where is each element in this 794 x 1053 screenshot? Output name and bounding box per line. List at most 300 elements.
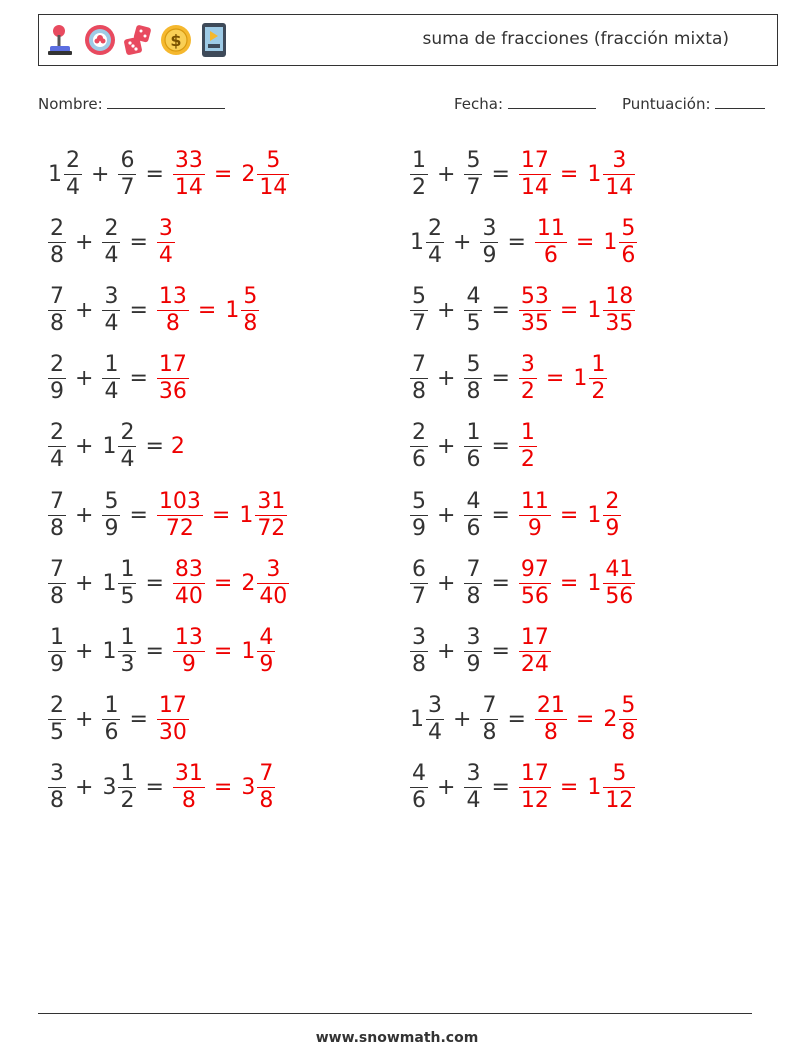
- answer-improper-denominator: 8: [173, 787, 205, 812]
- addend-b-fraction: [102, 215, 120, 268]
- answer-improper-numerator: 11: [520, 488, 549, 514]
- plus-sign: +: [75, 229, 94, 255]
- addend-b-denominator: 8: [466, 379, 481, 405]
- equals-sign: =: [211, 502, 231, 528]
- addend-a-fraction: [410, 354, 428, 403]
- answer-improper-fraction: [157, 283, 189, 336]
- footer-url: www.snowmath.com: [315, 1030, 479, 1046]
- answer-mixed-numerator: 5: [266, 147, 281, 173]
- answer-mixed-fraction: [603, 488, 621, 541]
- answer-mixed-fraction: [257, 763, 275, 812]
- addend-a-numerator: 1: [50, 624, 64, 650]
- addend-b-numerator: 7: [466, 556, 481, 582]
- answer-mixed-whole: 1: [587, 570, 602, 596]
- plus-sign: +: [75, 570, 94, 596]
- answer-mixed-denominator: 35: [605, 310, 634, 336]
- addend-a-denominator: 4: [428, 242, 442, 268]
- addend-b-fraction: [464, 354, 482, 403]
- plus-sign: +: [75, 366, 94, 392]
- addend-a-fraction: [48, 488, 66, 541]
- equals-sign: =: [575, 229, 595, 255]
- equals-sign: =: [129, 502, 148, 528]
- plus-sign: +: [437, 775, 456, 801]
- name-field[interactable]: [38, 94, 225, 113]
- answer-mixed-numerator: 2: [605, 488, 620, 514]
- addend-b-numerator: 1: [120, 761, 135, 787]
- addend-b-fraction: [480, 695, 498, 744]
- addend-a-numerator: 3: [50, 761, 64, 787]
- answer-improper-denominator: 2: [520, 379, 535, 405]
- answer-mixed-denominator: 8: [243, 310, 258, 336]
- answer-mixed-numerator: 31: [257, 488, 286, 514]
- score-blank[interactable]: [715, 94, 765, 109]
- problem-item: [408, 688, 639, 752]
- answer-improper-fraction: [519, 354, 537, 403]
- answer-improper-fraction: [519, 283, 551, 336]
- plus-sign: +: [75, 775, 94, 801]
- addend-a-numerator: 6: [412, 556, 426, 582]
- answer-mixed-numerator: 41: [605, 556, 634, 582]
- answer-improper-denominator: 8: [157, 310, 189, 335]
- answer-mixed-fraction: [257, 147, 289, 200]
- equals-sign: =: [213, 638, 233, 664]
- answer-mixed-fraction: [619, 695, 637, 744]
- addend-b-fraction: [464, 488, 482, 541]
- answer-improper-fraction: [519, 147, 551, 200]
- addend-a-denominator: 9: [412, 515, 426, 541]
- addend-a-numerator: 3: [412, 624, 426, 650]
- plus-sign: +: [91, 161, 110, 187]
- answer-mixed-fraction: [257, 556, 289, 609]
- problem-item: [408, 415, 539, 479]
- equals-sign: =: [559, 502, 579, 528]
- equals-sign: =: [491, 297, 510, 323]
- addend-a-numerator: 2: [50, 352, 64, 378]
- addend-a-fraction: [48, 215, 66, 268]
- addend-b-denominator: 6: [104, 720, 119, 746]
- addend-b-numerator: 2: [120, 420, 135, 446]
- addend-a-numerator: 4: [412, 761, 426, 787]
- answer-mixed-whole: 1: [239, 502, 254, 528]
- answer-mixed-whole: 1: [241, 638, 256, 664]
- addend-b-fraction: [464, 422, 482, 471]
- play-tablet-icon: [197, 21, 231, 59]
- answer-improper-denominator: 72: [157, 515, 203, 540]
- answer-improper-numerator: 17: [158, 693, 187, 719]
- answer-improper-whole: 2: [170, 434, 185, 460]
- name-blank[interactable]: [107, 94, 225, 109]
- plus-sign: +: [75, 434, 94, 460]
- addend-b-denominator: 7: [120, 174, 135, 200]
- addend-b-numerator: 2: [104, 215, 119, 241]
- addend-b-fraction: [464, 147, 482, 200]
- answer-improper-numerator: 3: [520, 352, 535, 378]
- problem-item: [46, 756, 277, 820]
- equals-sign: =: [129, 297, 148, 323]
- plus-sign: +: [75, 638, 94, 664]
- poker-chip-icon: [83, 21, 117, 59]
- plus-sign: +: [437, 502, 456, 528]
- answer-improper-denominator: 14: [174, 174, 203, 200]
- equals-sign: =: [491, 638, 510, 664]
- plus-sign: +: [437, 366, 456, 392]
- answer-improper-fraction: [173, 556, 205, 609]
- problem-item: [46, 551, 291, 615]
- answer-improper-fraction: [535, 695, 567, 744]
- answer-improper-denominator: 35: [520, 310, 549, 336]
- addend-a-denominator: 8: [50, 583, 64, 609]
- equals-sign: =: [129, 366, 148, 392]
- answer-improper-numerator: 21: [536, 693, 565, 719]
- addend-b-numerator: 7: [482, 693, 497, 719]
- answer-improper-fraction: [173, 624, 205, 677]
- addend-b-denominator: 8: [466, 583, 481, 609]
- addend-b-denominator: 8: [482, 720, 497, 746]
- answer-mixed-numerator: 5: [612, 761, 627, 787]
- equals-sign: =: [559, 297, 579, 323]
- equals-sign: =: [545, 366, 565, 392]
- equals-sign: =: [145, 434, 164, 460]
- addend-b-whole: 3: [102, 775, 117, 801]
- addend-b-numerator: 3: [466, 624, 481, 650]
- equals-sign: =: [507, 229, 526, 255]
- addend-b-fraction: [118, 422, 136, 471]
- addend-b-numerator: 5: [466, 352, 481, 378]
- answer-mixed-numerator: 5: [243, 283, 258, 309]
- answer-mixed-numerator: 1: [591, 352, 606, 378]
- answer-mixed-denominator: 8: [621, 720, 636, 746]
- answer-improper-numerator: 17: [158, 352, 187, 378]
- addend-b-denominator: 2: [120, 788, 135, 814]
- answer-improper-numerator: 13: [174, 624, 203, 650]
- answer-mixed-fraction: [619, 215, 637, 268]
- equals-sign: =: [491, 366, 510, 392]
- equals-sign: =: [507, 707, 526, 733]
- icon-strip: [45, 21, 231, 59]
- answer-mixed-denominator: 14: [259, 174, 288, 200]
- addend-a-fraction: [48, 763, 66, 812]
- addend-b-numerator: 3: [104, 283, 119, 309]
- equals-sign: =: [213, 775, 233, 801]
- addend-a-numerator: 2: [50, 215, 64, 241]
- plus-sign: +: [75, 297, 94, 323]
- answer-improper-fraction: [157, 488, 203, 541]
- equals-sign: =: [491, 570, 510, 596]
- addend-b-numerator: 1: [104, 352, 119, 378]
- addend-a-numerator: 2: [50, 420, 64, 446]
- equals-sign: =: [145, 570, 164, 596]
- addend-b-whole: 1: [102, 638, 117, 664]
- addend-a-denominator: 7: [412, 583, 426, 609]
- answer-mixed-whole: 1: [587, 161, 602, 187]
- answer-mixed-whole: 3: [241, 775, 256, 801]
- answer-improper-fraction: [173, 147, 205, 200]
- addend-a-denominator: 8: [50, 242, 64, 268]
- addend-b-numerator: 3: [482, 215, 497, 241]
- addend-a-numerator: 2: [412, 420, 426, 446]
- answer-mixed-whole: 2: [241, 570, 256, 596]
- answer-improper-fraction: [519, 556, 551, 609]
- addend-a-denominator: 5: [50, 720, 64, 746]
- problem-item: [46, 415, 185, 479]
- addend-b-denominator: 4: [466, 788, 481, 814]
- answer-mixed-fraction: [603, 147, 635, 200]
- equals-sign: =: [145, 161, 164, 187]
- answer-mixed-numerator: 3: [612, 147, 627, 173]
- answer-improper-fraction: [157, 354, 189, 403]
- problem-item: [408, 756, 637, 820]
- answer-improper-denominator: 24: [520, 651, 549, 677]
- addend-a-whole: 1: [48, 161, 62, 187]
- answer-improper-denominator: 30: [158, 720, 187, 746]
- addend-a-denominator: 6: [412, 447, 426, 473]
- addend-a-fraction: [48, 354, 66, 403]
- addend-a-fraction: [410, 624, 428, 677]
- problem-item: [408, 619, 553, 683]
- answer-mixed-numerator: 5: [621, 693, 636, 719]
- addend-a-denominator: 4: [428, 720, 442, 746]
- answer-mixed-whole: 1: [587, 775, 602, 801]
- addend-a-fraction: [48, 283, 66, 336]
- problem-item: [46, 278, 261, 342]
- addend-a-denominator: 8: [50, 310, 64, 336]
- addend-a-numerator: 7: [50, 556, 64, 582]
- addend-a-fraction: [426, 695, 444, 744]
- problem-item: [408, 483, 623, 547]
- plus-sign: +: [437, 434, 456, 460]
- addend-a-numerator: 5: [412, 488, 426, 514]
- addend-a-fraction: [48, 422, 66, 471]
- addend-a-fraction: [410, 283, 428, 336]
- addend-a-denominator: 9: [50, 651, 64, 677]
- plus-sign: +: [453, 707, 472, 733]
- addend-a-numerator: 7: [50, 488, 64, 514]
- answer-improper-denominator: 40: [174, 583, 203, 609]
- addend-b-numerator: 1: [104, 693, 119, 719]
- answer-improper-denominator: 9: [173, 651, 205, 676]
- addend-b-numerator: 4: [466, 488, 481, 514]
- answer-improper-denominator: 9: [519, 515, 551, 540]
- answer-mixed-fraction: [241, 283, 259, 336]
- addend-b-fraction: [102, 695, 120, 744]
- answer-improper-fraction: [535, 215, 567, 268]
- worksheet-title: suma de fracciones (fracción mixta): [422, 29, 729, 49]
- addend-a-numerator: 3: [428, 693, 442, 719]
- answer-improper-numerator: 17: [520, 624, 549, 650]
- addend-b-denominator: 6: [466, 447, 481, 473]
- answer-mixed-whole: 2: [241, 161, 256, 187]
- answer-mixed-whole: 1: [587, 297, 602, 323]
- problem-item: [408, 278, 637, 342]
- answer-mixed-whole: 1: [225, 297, 240, 323]
- answer-improper-numerator: 11: [536, 215, 565, 241]
- equals-sign: =: [491, 434, 510, 460]
- addend-a-fraction: [48, 556, 66, 609]
- addend-a-numerator: 2: [50, 693, 64, 719]
- addend-b-denominator: 6: [466, 515, 481, 541]
- addend-b-numerator: 6: [120, 147, 135, 173]
- addend-b-numerator: 1: [466, 420, 481, 446]
- answer-improper-denominator: 56: [520, 583, 549, 609]
- problem-item: [408, 347, 609, 411]
- plus-sign: +: [75, 707, 94, 733]
- answer-improper-denominator: 2: [520, 447, 535, 473]
- addend-a-denominator: 9: [50, 379, 64, 405]
- answer-improper-fraction: [519, 763, 551, 812]
- plus-sign: +: [437, 161, 456, 187]
- score-field[interactable]: [622, 94, 765, 113]
- addend-a-fraction: [410, 763, 428, 812]
- addend-b-fraction: [118, 763, 136, 812]
- addend-a-denominator: 4: [66, 174, 80, 200]
- answer-mixed-whole: 1: [587, 502, 602, 528]
- answer-improper-fraction: [519, 422, 537, 471]
- answer-mixed-fraction: [603, 283, 635, 336]
- addend-b-fraction: [464, 556, 482, 609]
- addend-b-denominator: 7: [466, 174, 481, 200]
- addend-b-fraction: [118, 147, 136, 200]
- addend-b-numerator: 3: [466, 761, 481, 787]
- dice-icon: [121, 21, 155, 59]
- answer-mixed-denominator: 12: [605, 788, 634, 814]
- plus-sign: +: [437, 638, 456, 664]
- plus-sign: +: [437, 570, 456, 596]
- answer-mixed-denominator: 6: [621, 242, 636, 268]
- answer-mixed-denominator: 56: [605, 583, 634, 609]
- equals-sign: =: [491, 775, 510, 801]
- plus-sign: +: [437, 297, 456, 323]
- addend-b-fraction: [118, 624, 136, 677]
- addend-b-fraction: [118, 556, 136, 609]
- answer-improper-fraction: [157, 215, 175, 268]
- answer-mixed-denominator: 9: [605, 515, 620, 541]
- problem-item: [46, 619, 277, 683]
- footer-divider: [38, 1013, 752, 1014]
- addend-a-fraction: [64, 147, 82, 200]
- problem-item: [408, 210, 639, 274]
- addend-b-fraction: [464, 283, 482, 336]
- addend-b-numerator: 1: [120, 556, 135, 582]
- equals-sign: =: [213, 161, 233, 187]
- addend-a-denominator: 8: [412, 379, 426, 405]
- addend-a-fraction: [48, 624, 66, 677]
- addend-a-denominator: 7: [412, 310, 426, 336]
- equals-sign: =: [559, 161, 579, 187]
- addend-b-denominator: 3: [120, 651, 135, 677]
- addend-b-denominator: 4: [120, 447, 135, 473]
- answer-mixed-numerator: 7: [259, 761, 274, 787]
- joystick-icon: [45, 21, 79, 59]
- addend-a-denominator: 8: [50, 788, 64, 814]
- answer-mixed-numerator: 4: [259, 624, 274, 650]
- problem-item: [46, 142, 291, 206]
- problem-item: [46, 688, 191, 752]
- answer-improper-numerator: 17: [520, 761, 549, 787]
- addend-a-numerator: 7: [50, 283, 64, 309]
- addend-b-fraction: [102, 488, 120, 541]
- date-field[interactable]: [454, 94, 596, 113]
- name-label: Nombre:: [38, 95, 103, 113]
- answer-mixed-denominator: 14: [605, 174, 634, 200]
- answer-mixed-numerator: 3: [266, 556, 281, 582]
- addend-a-denominator: 8: [50, 515, 64, 541]
- date-blank[interactable]: [508, 94, 596, 109]
- date-label: Fecha:: [454, 95, 504, 113]
- addend-b-numerator: 5: [104, 488, 119, 514]
- equals-sign: =: [129, 229, 148, 255]
- answer-improper-fraction: [519, 624, 551, 677]
- addend-b-numerator: 5: [466, 147, 481, 173]
- addend-a-fraction: [410, 422, 428, 471]
- addend-a-whole: 1: [410, 707, 424, 733]
- addend-a-numerator: 1: [412, 147, 426, 173]
- answer-mixed-fraction: [255, 488, 287, 541]
- answer-improper-numerator: 33: [174, 147, 203, 173]
- answer-improper-numerator: 83: [174, 556, 203, 582]
- answer-mixed-denominator: 2: [591, 379, 606, 405]
- answer-mixed-whole: 2: [603, 707, 618, 733]
- answer-mixed-whole: 1: [573, 366, 588, 392]
- answer-improper-numerator: 103: [158, 488, 201, 514]
- dollar-coin-icon: [159, 21, 193, 59]
- answer-mixed-fraction: [589, 354, 607, 403]
- addend-a-numerator: 7: [412, 352, 426, 378]
- addend-a-fraction: [410, 147, 428, 200]
- answer-improper-denominator: 8: [535, 719, 567, 744]
- addend-b-numerator: 1: [120, 624, 135, 650]
- equals-sign: =: [129, 707, 148, 733]
- addend-a-numerator: 5: [412, 283, 426, 309]
- equals-sign: =: [145, 775, 164, 801]
- addend-b-denominator: 5: [120, 583, 135, 609]
- answer-mixed-denominator: 9: [259, 651, 274, 677]
- answer-mixed-fraction: [257, 624, 275, 677]
- addend-a-denominator: 6: [412, 788, 426, 814]
- addend-a-fraction: [410, 556, 428, 609]
- addend-b-denominator: 9: [482, 242, 497, 268]
- answer-improper-denominator: 36: [158, 379, 187, 405]
- addend-a-fraction: [48, 695, 66, 744]
- equals-sign: =: [575, 707, 595, 733]
- answer-improper-numerator: 13: [158, 283, 187, 309]
- answer-mixed-denominator: 40: [259, 583, 288, 609]
- answer-improper-denominator: 12: [520, 788, 549, 814]
- answer-improper-numerator: 3: [158, 215, 173, 241]
- score-label: Puntuación:: [622, 95, 711, 113]
- addend-a-denominator: 2: [412, 174, 426, 200]
- equals-sign: =: [213, 570, 233, 596]
- addend-b-denominator: 4: [104, 310, 119, 336]
- answer-improper-denominator: 14: [520, 174, 549, 200]
- problem-item: [408, 551, 637, 615]
- answer-improper-fraction: [173, 763, 205, 812]
- equals-sign: =: [559, 570, 579, 596]
- answer-improper-numerator: 31: [174, 761, 203, 787]
- addend-b-denominator: 9: [466, 651, 481, 677]
- equals-sign: =: [491, 161, 510, 187]
- addend-a-numerator: 2: [428, 215, 442, 241]
- problem-item: [46, 483, 289, 547]
- answer-mixed-whole: 1: [603, 229, 618, 255]
- plus-sign: +: [453, 229, 472, 255]
- addend-b-fraction: [102, 354, 120, 403]
- answer-improper-fraction: [157, 695, 189, 744]
- answer-improper-numerator: 97: [520, 556, 549, 582]
- addend-a-whole: 1: [410, 229, 424, 255]
- addend-b-whole: 1: [102, 570, 117, 596]
- answer-mixed-fraction: [603, 763, 635, 812]
- plus-sign: +: [75, 502, 94, 528]
